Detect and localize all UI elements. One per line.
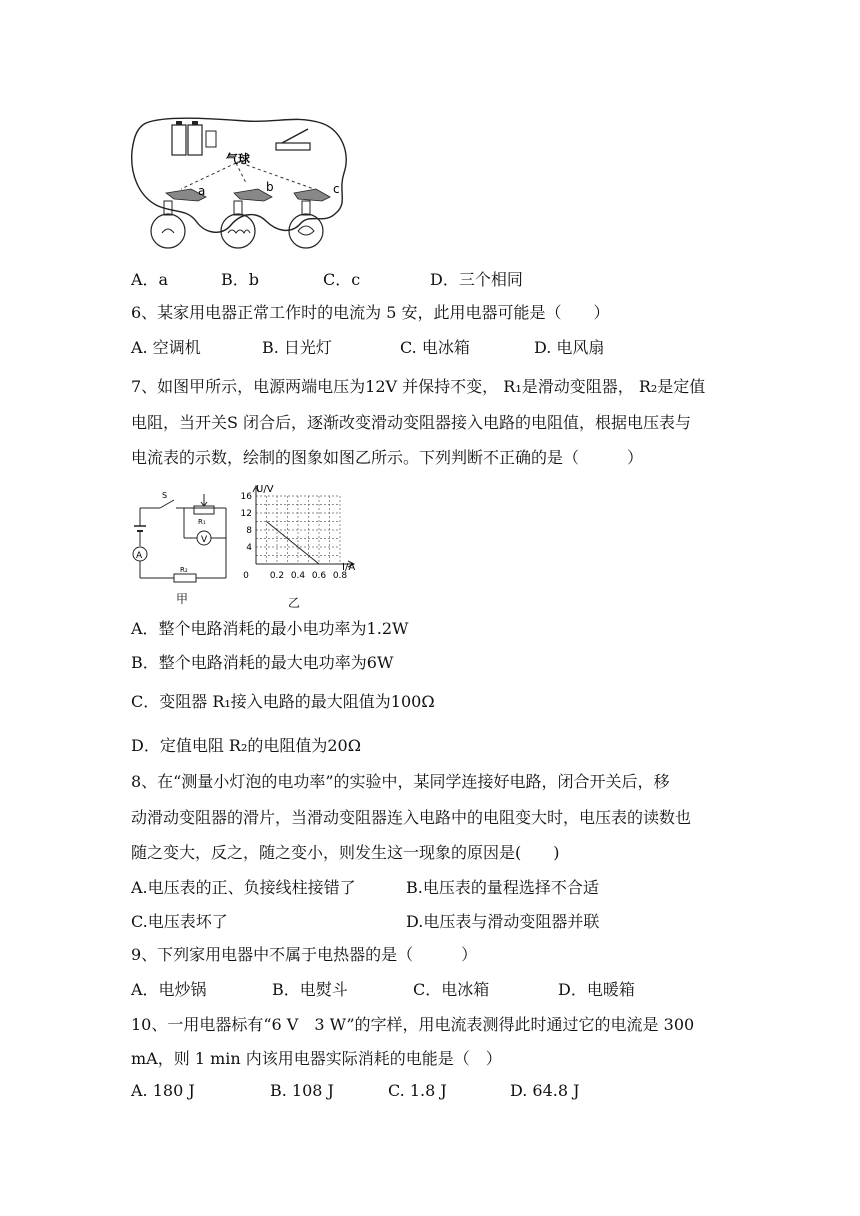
x-tick-label: 0.2	[269, 571, 285, 581]
graph-ticks	[241, 492, 348, 581]
q8-stem-line-1: 8、在“测量小灯泡的电功率”的实验中，某同学连接好电路，闭合开关后，移	[131, 772, 670, 791]
q9-option-d: D．电暖箱	[558, 980, 635, 999]
q5-label-b: b	[266, 180, 274, 194]
q7-graph-figure	[232, 480, 362, 610]
q7-circuit-drawing	[126, 486, 231, 586]
q7-option-a: A．整个电路消耗的最小电功率为1.2W	[131, 619, 409, 638]
q5-option-d: D．三个相同	[430, 270, 523, 289]
x-tick-label: 0.6	[311, 571, 327, 581]
q5-label-c: c	[333, 182, 340, 196]
q9-option-a: A．电炒锅	[131, 980, 207, 999]
q10-stem-line-2: mA，则 1 min 内该用电器实际消耗的电能是（ ）	[131, 1049, 502, 1068]
q6-option-b: B. 日光灯	[262, 338, 332, 357]
switch-label: S	[162, 491, 168, 500]
y-tick-label: 8	[246, 526, 252, 536]
q7-option-d: D．定值电阻 R₂的电阻值为20Ω	[131, 736, 362, 755]
q9-option-b: B．电熨斗	[272, 980, 348, 999]
q5-figure	[126, 113, 356, 253]
q7-stem-line-1: 7、如图甲所示，电源两端电压为12V 并保持不变， R₁是滑动变阻器， R₂是定值	[131, 377, 706, 396]
voltmeter-label: V	[201, 535, 208, 545]
x-tick-label: 0.8	[332, 571, 348, 581]
r1-label: R₁	[198, 518, 206, 526]
q5-option-c: C．c	[323, 270, 361, 289]
q10-option-b: B. 108 J	[270, 1081, 334, 1100]
q10-option-c: C. 1.8 J	[388, 1081, 447, 1100]
ammeter-label: A	[136, 551, 143, 561]
q10-option-d: D. 64.8 J	[510, 1081, 580, 1100]
graph-grid	[256, 496, 340, 564]
q7-option-c: C．变阻器 R₁接入电路的最大阻值为100Ω	[131, 692, 435, 711]
q7-caption-left: 甲	[176, 592, 189, 606]
q6-stem: 6、某家用电器正常工作时的电流为 5 安，此用电器可能是（ ）	[131, 303, 610, 322]
q7-graph	[232, 480, 362, 595]
q6-option-c: C. 电冰箱	[400, 338, 470, 357]
q7-circuit-figure	[126, 486, 231, 606]
q5-option-a: A．a	[131, 270, 169, 289]
graph-axes	[253, 486, 354, 567]
graph-series	[267, 522, 320, 565]
graph-y-axis-label: U/V	[256, 484, 274, 495]
q8-option-a: A.电压表的正、负接线柱接错了	[131, 878, 356, 897]
q8-option-c: C.电压表坏了	[131, 912, 228, 931]
q5-label-a: a	[198, 184, 206, 198]
y-tick-label: 4	[246, 543, 252, 553]
q7-caption-right: 乙	[288, 596, 301, 610]
q8-option-d: D.电压表与滑动变阻器并联	[406, 912, 600, 931]
q5-option-b: B．b	[221, 270, 260, 289]
q8-option-b: B.电压表的量程选择不合适	[406, 878, 599, 897]
q5-figure-drawing	[126, 113, 356, 253]
q8-stem-line-3: 随之变大，反之，随之变小，则发生这一现象的原因是( )	[131, 843, 560, 862]
series-line	[267, 522, 320, 565]
q5-label-balloon: 气球	[226, 152, 251, 166]
q8-stem-line-2: 动滑动变阻器的滑片，当滑动变阻器连入电路中的电阻变大时，电压表的读数也	[131, 808, 692, 827]
graph-x-axis-label: I/A	[342, 562, 356, 573]
q7-option-b: B．整个电路消耗的最大电功率为6W	[131, 653, 394, 672]
y-tick-label: 12	[240, 509, 252, 519]
q7-stem-line-3: 电流表的示数，绘制的图象如图乙所示。下列判断不正确的是（ ）	[131, 448, 644, 467]
q10-option-a: A. 180 J	[131, 1081, 195, 1100]
q6-option-a: A. 空调机	[131, 338, 201, 357]
q10-stem-line-1: 10、一用电器标有“6 V 3 W”的字样，用电流表测得此时通过它的电流是 300	[131, 1015, 695, 1034]
y-tick-label: 16	[240, 492, 252, 502]
x-tick-label: 0	[243, 571, 249, 581]
q6-option-d: D. 电风扇	[534, 338, 605, 357]
q9-stem: 9、下列家用电器中不属于电热器的是（ ）	[131, 945, 478, 964]
q7-stem-line-2: 电阻，当开关S 闭合后，逐渐改变滑动变阻器接入电路的电阻值，根据电压表与	[131, 413, 692, 432]
x-tick-label: 0.4	[290, 571, 306, 581]
q9-option-c: C．电冰箱	[413, 980, 490, 999]
r2-label: R₂	[180, 566, 188, 574]
